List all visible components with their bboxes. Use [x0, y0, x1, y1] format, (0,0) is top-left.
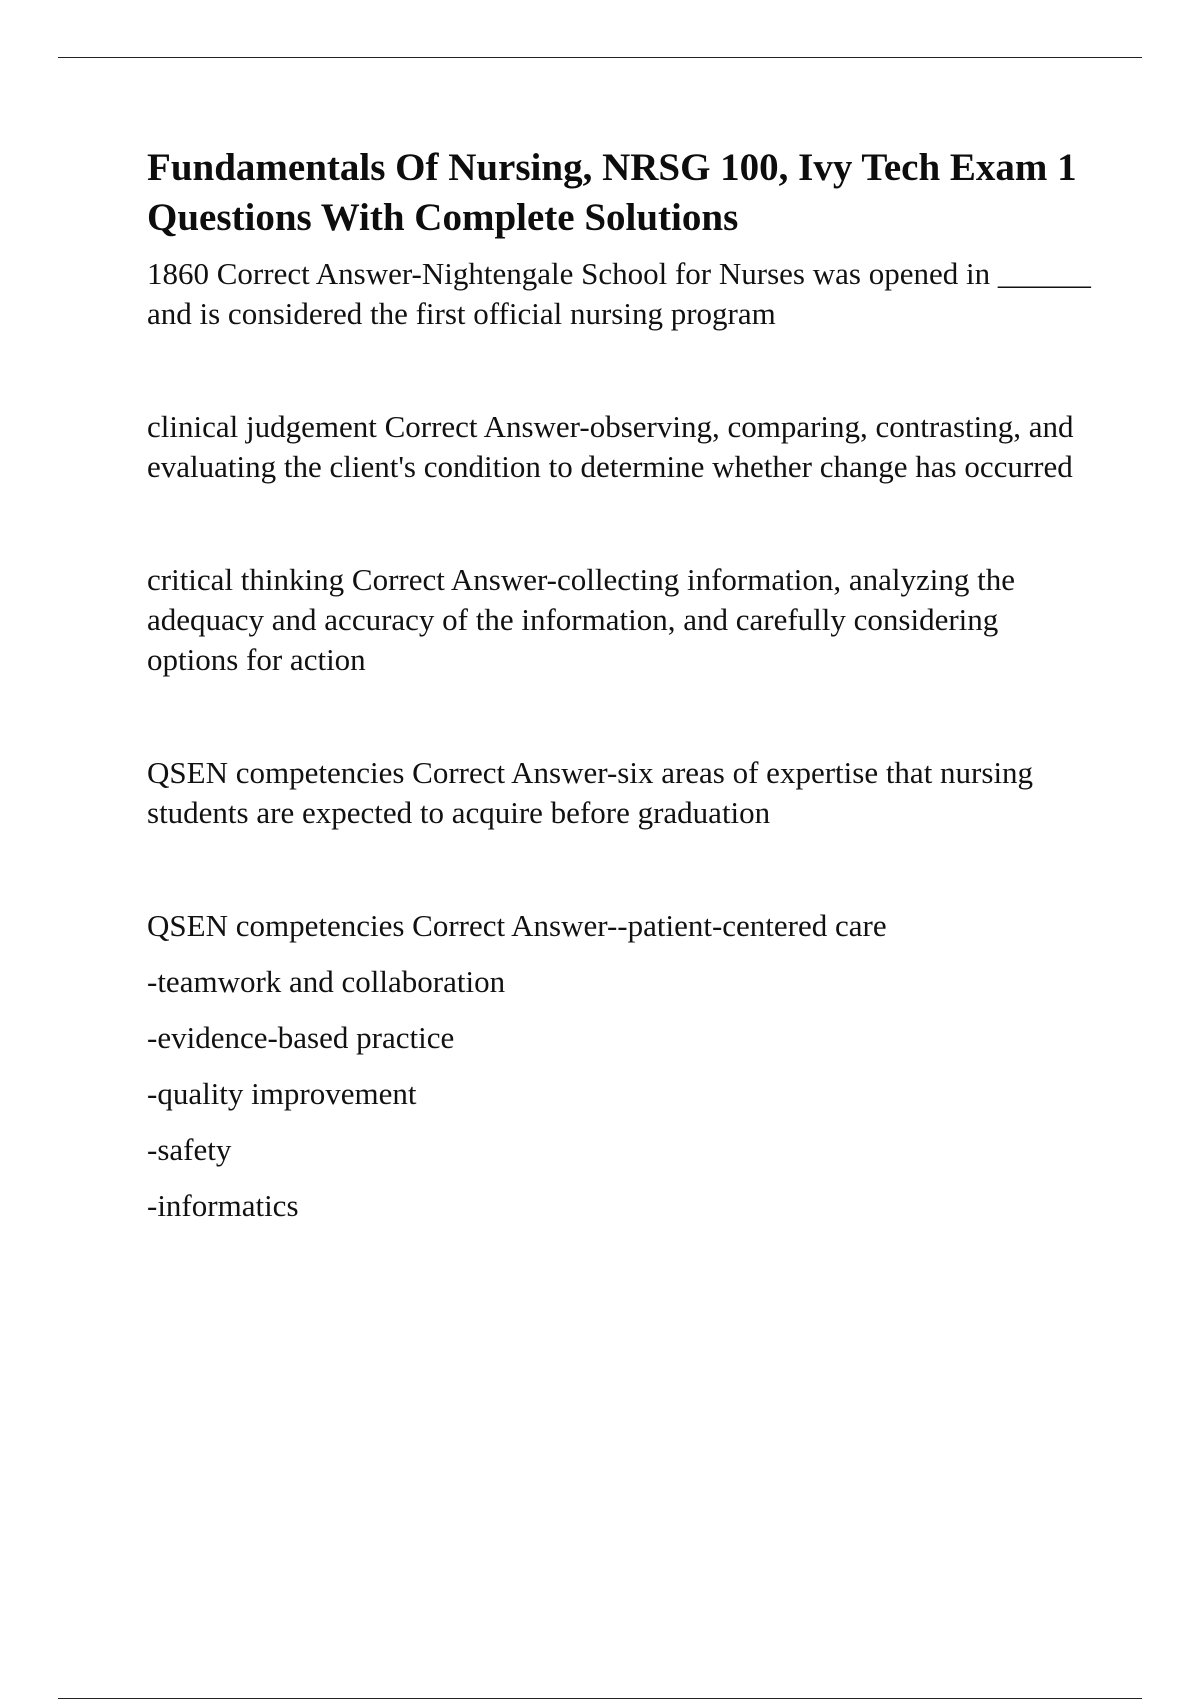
- document-body: [147, 143, 1092, 1226]
- document-title: Fundamentals Of Nursing, NRSG 100, Ivy Tech Exam 1 Questions With Complete Solutions: [147, 146, 1077, 239]
- list-item: -quality improvement: [147, 1076, 417, 1111]
- qa-entry-lead: QSEN competencies Correct Answer--patient-centered care: [147, 908, 887, 943]
- qa-entry: clinical judgement Correct Answer-observing, comparing, contrasting, and evaluating the client's condition to determine whether change has occurred: [147, 409, 1074, 484]
- qa-entry-list: [147, 906, 1092, 1226]
- qa-entry: critical thinking Correct Answer-collecting information, analyzing the adequacy and accuracy of the information, and carefully considering options for action: [147, 562, 1015, 677]
- list-item: -informatics: [147, 1188, 299, 1223]
- header-rule: [58, 57, 1142, 58]
- list-item: -safety: [147, 1132, 232, 1167]
- qa-entry: QSEN competencies Correct Answer-six areas of expertise that nursing students are expected to acquire before graduation: [147, 755, 1034, 830]
- footer-rule: [58, 1698, 1142, 1699]
- list-item: -evidence-based practice: [147, 1020, 455, 1055]
- list-item: -teamwork and collaboration: [147, 964, 506, 999]
- qa-entry: 1860 Correct Answer-Nightengale School for Nurses was opened in ______ and is considered the first official nursing program: [147, 256, 1091, 331]
